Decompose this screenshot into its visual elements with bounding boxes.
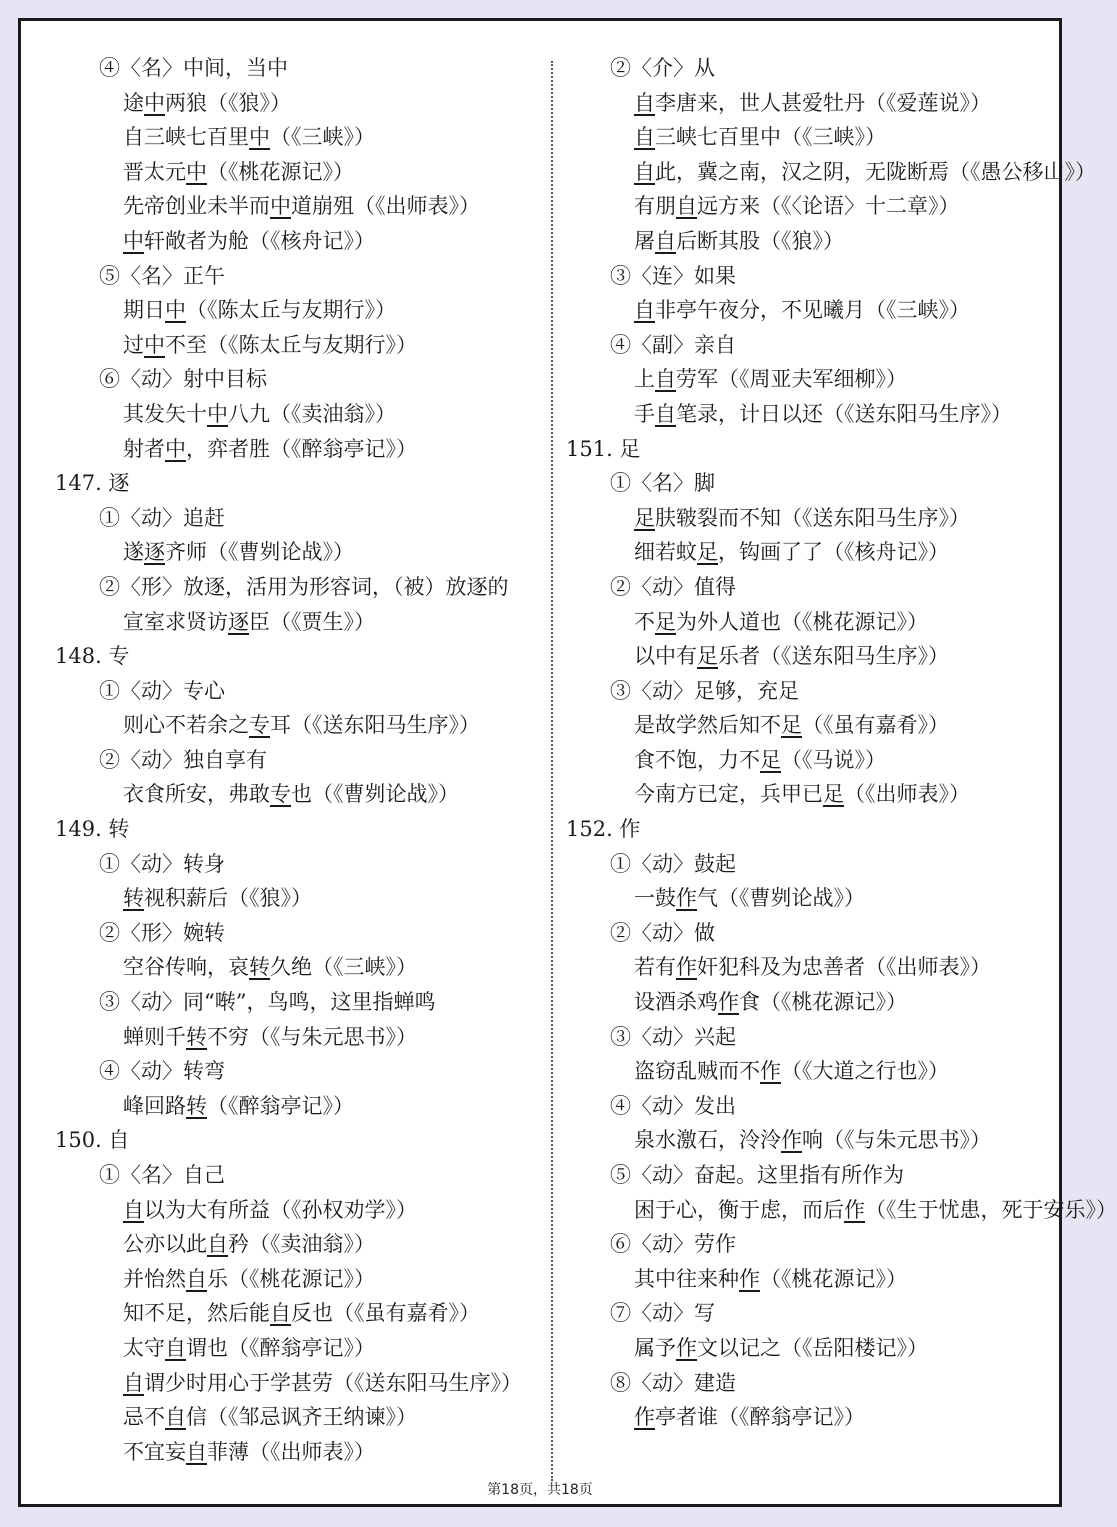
underlined-keyword: 自 xyxy=(270,1301,291,1326)
underlined-keyword: 专 xyxy=(270,782,291,807)
example-text: 有朋 xyxy=(634,194,676,219)
example-text: 盗窃乱贼而不 xyxy=(634,1059,760,1084)
entry-heading: 148. 专 xyxy=(55,644,130,669)
example-text: 笔录，计日以还（《送东阳马生序》） xyxy=(676,401,1012,426)
sense-definition: ②〈形〉放逐，活用为形容词，（被）放逐的 xyxy=(99,574,509,599)
example-line xyxy=(55,777,555,812)
sense-definition: ⑧〈动〉建造 xyxy=(610,1370,736,1395)
example-text: 李唐来，世人甚爱牡丹（《爱莲说》） xyxy=(655,90,991,115)
underlined-keyword: 中 xyxy=(207,401,228,426)
sense-definition: ①〈动〉追赶 xyxy=(99,505,225,530)
example-line xyxy=(566,985,1056,1020)
sense-definition: ③〈连〉如果 xyxy=(610,263,736,288)
sense-definition: ③〈动〉兴起 xyxy=(610,1024,736,1049)
example-line xyxy=(55,605,555,640)
example-line xyxy=(566,743,1056,778)
example-text: 其发矢十 xyxy=(123,401,207,426)
example-line xyxy=(566,535,1056,570)
example-text: （《马说》） xyxy=(781,747,886,772)
underlined-keyword: 作 xyxy=(676,1335,697,1360)
example-text: （《出师表》） xyxy=(844,782,970,807)
sense-definition: ⑥〈动〉劳作 xyxy=(610,1232,736,1257)
example-line xyxy=(55,1331,555,1366)
example-line xyxy=(55,708,555,743)
underlined-keyword: 作 xyxy=(844,1197,865,1222)
sense-definition: ④〈副〉亲自 xyxy=(610,332,736,357)
underlined-keyword: 自 xyxy=(186,1266,207,1291)
example-text: 亭者谁（《醉翁亭记》） xyxy=(655,1405,865,1430)
underlined-keyword: 转 xyxy=(123,886,144,911)
example-text: ，弈者胜（《醉翁亭记》） xyxy=(186,436,417,461)
underlined-keyword: 自 xyxy=(676,194,697,219)
example-line xyxy=(566,501,1056,536)
underlined-keyword: 中 xyxy=(165,436,186,461)
example-line xyxy=(55,1089,555,1124)
underlined-keyword: 作 xyxy=(739,1266,760,1291)
example-text: 遂 xyxy=(123,540,144,565)
example-line xyxy=(566,1331,1056,1366)
underlined-keyword: 自 xyxy=(123,1370,144,1395)
underlined-keyword: 自 xyxy=(634,90,655,115)
underlined-keyword: 自 xyxy=(634,125,655,150)
example-line xyxy=(55,120,555,155)
sense-definition: ②〈动〉值得 xyxy=(610,574,736,599)
example-line xyxy=(566,1123,1056,1158)
underlined-keyword: 足 xyxy=(655,609,676,634)
example-text: 三峡七百里中（《三峡》） xyxy=(655,125,886,150)
example-line xyxy=(566,708,1056,743)
entry-heading: 150. 自 xyxy=(55,1128,130,1153)
example-text: （《桃花源记》） xyxy=(207,159,354,184)
underlined-keyword: 中 xyxy=(123,228,144,253)
underlined-keyword: 自 xyxy=(207,1232,228,1257)
underlined-keyword: 自 xyxy=(634,159,655,184)
example-text: 为外人道也（《桃花源记》） xyxy=(676,609,928,634)
example-text: 肤皲裂而不知（《送东阳马生序》） xyxy=(655,505,970,530)
sense-definition: ③〈动〉足够，充足 xyxy=(610,678,799,703)
document-page xyxy=(18,18,1117,1507)
entry-heading: 147. 逐 xyxy=(55,471,130,496)
example-line xyxy=(55,397,555,432)
underlined-keyword: 逐 xyxy=(228,609,249,634)
example-text: 峰回路 xyxy=(123,1093,186,1118)
underlined-keyword: 自 xyxy=(655,401,676,426)
example-line xyxy=(55,1020,555,1055)
example-text: 期日 xyxy=(123,298,165,323)
underlined-keyword: 自 xyxy=(165,1405,186,1430)
example-text: （《生于忧患，死于安乐》） xyxy=(865,1197,1117,1222)
example-text: 视积薪后（《狼》） xyxy=(144,886,312,911)
underlined-keyword: 作 xyxy=(718,990,739,1015)
example-line xyxy=(566,1054,1056,1089)
underlined-keyword: 逐 xyxy=(144,540,165,565)
example-text: （《陈太丘与友期行》） xyxy=(186,298,396,323)
entry-heading: 152. 作 xyxy=(566,817,641,842)
example-line xyxy=(55,1400,555,1435)
example-text: 公亦以此 xyxy=(123,1232,207,1257)
example-text: 属予 xyxy=(634,1335,676,1360)
example-text: 射者 xyxy=(123,436,165,461)
sense-definition: ④〈动〉发出 xyxy=(610,1093,736,1118)
sense-definition: ①〈名〉自己 xyxy=(99,1163,225,1187)
underlined-keyword: 足 xyxy=(781,713,802,738)
example-line xyxy=(566,362,1056,397)
example-text: ，钩画了了（《核舟记》） xyxy=(718,540,949,565)
example-text: 一鼓 xyxy=(634,886,676,911)
underlined-keyword: 专 xyxy=(249,713,270,738)
example-text: 衣食所安，弗敢 xyxy=(123,782,270,807)
example-text: 屠 xyxy=(634,228,655,253)
sense-definition: ③〈动〉同“啭”，鸟鸣，这里指蝉鸣 xyxy=(99,990,436,1015)
example-text: （《桃花源记》） xyxy=(760,1266,907,1291)
sense-definition: ①〈动〉鼓起 xyxy=(610,851,736,876)
underlined-keyword: 足 xyxy=(697,540,718,565)
underlined-keyword: 足 xyxy=(697,644,718,669)
sense-definition: ②〈形〉婉转 xyxy=(99,920,225,945)
underlined-keyword: 足 xyxy=(634,505,655,530)
example-line xyxy=(55,155,555,190)
example-text: （《虽有嘉肴》） xyxy=(802,713,949,738)
example-text: 非亭午夜分，不见曦月（《三峡》） xyxy=(655,298,970,323)
example-line xyxy=(55,293,555,328)
example-line xyxy=(566,1400,1056,1435)
example-line xyxy=(566,881,1056,916)
example-text: 上 xyxy=(634,367,655,392)
underlined-keyword: 自 xyxy=(655,228,676,253)
example-line xyxy=(566,224,1056,259)
example-text: 远方来（《〈论语〉十二章》） xyxy=(697,194,960,219)
example-line xyxy=(55,1193,555,1228)
example-line xyxy=(55,950,555,985)
example-text: 两狼（《狼》） xyxy=(165,90,291,115)
example-text: 不宜妄 xyxy=(123,1439,186,1464)
example-text: 气（《曹刿论战》） xyxy=(697,886,865,911)
sense-definition: ①〈名〉脚 xyxy=(610,471,715,496)
example-text: 八九（《卖油翁》） xyxy=(228,401,396,426)
underlined-keyword: 自 xyxy=(165,1335,186,1360)
example-text: 则心不若余之 xyxy=(123,713,249,738)
example-text: 也（《曹刿论战》） xyxy=(291,782,459,807)
example-line xyxy=(566,120,1056,155)
entry-heading: 149. 转 xyxy=(55,817,130,842)
underlined-keyword: 作 xyxy=(781,1128,802,1153)
example-text: 是故学然后知不 xyxy=(634,713,781,738)
underlined-keyword: 中 xyxy=(270,194,291,219)
example-line xyxy=(55,535,555,570)
sense-definition: ①〈动〉专心 xyxy=(99,678,225,703)
example-text: 若有 xyxy=(634,955,676,980)
example-text: 反也（《虽有嘉肴》） xyxy=(291,1301,480,1326)
example-text: 轩敞者为舱（《核舟记》） xyxy=(144,228,375,253)
example-text: 此，冀之南，汉之阴，无陇断焉（《愚公移山》） xyxy=(655,159,1096,184)
sense-definition: ⑤〈动〉奋起。这里指有所作为 xyxy=(610,1163,904,1187)
example-text: 文以记之（《岳阳楼记》） xyxy=(697,1335,928,1360)
underlined-keyword: 作 xyxy=(676,886,697,911)
example-line xyxy=(566,189,1056,224)
example-line xyxy=(566,86,1056,121)
underlined-keyword: 转 xyxy=(186,1093,207,1118)
example-line xyxy=(55,1296,555,1331)
sense-definition: ②〈动〉做 xyxy=(610,920,715,945)
example-line xyxy=(55,1227,555,1262)
underlined-keyword: 自 xyxy=(186,1439,207,1464)
example-text: （《大道之行也》） xyxy=(781,1059,949,1084)
left-column xyxy=(55,51,555,1469)
example-text: 泉水激石，泠泠 xyxy=(634,1128,781,1153)
underlined-keyword: 中 xyxy=(186,159,207,184)
example-text: （《醉翁亭记》） xyxy=(207,1093,354,1118)
example-text: 响（《与朱元思书》） xyxy=(802,1128,991,1153)
underlined-keyword: 自 xyxy=(655,367,676,392)
underlined-keyword: 作 xyxy=(634,1405,655,1430)
example-text: 途 xyxy=(123,90,144,115)
example-line xyxy=(566,605,1056,640)
example-text: 知不足，然后能 xyxy=(123,1301,270,1326)
example-line xyxy=(55,1366,555,1401)
example-text: 不穷（《与朱元思书》） xyxy=(207,1024,417,1049)
example-text: 困于心，衡于虑，而后 xyxy=(634,1197,844,1222)
example-text: 忌不 xyxy=(123,1405,165,1430)
sense-definition: ④〈名〉中间，当中 xyxy=(99,56,288,80)
example-line xyxy=(566,397,1056,432)
column-divider xyxy=(551,61,553,1481)
example-text: 蝉则千 xyxy=(123,1024,186,1049)
example-text: 空谷传响，哀 xyxy=(123,955,249,980)
example-line xyxy=(55,881,555,916)
example-text: 太守 xyxy=(123,1335,165,1360)
example-text: 不至（《陈太丘与友期行》） xyxy=(165,332,417,357)
example-text: 晋太元 xyxy=(123,159,186,184)
example-text: 谓也（《醉翁亭记》） xyxy=(186,1335,375,1360)
example-text: 耳（《送东阳马生序》） xyxy=(270,713,480,738)
example-text: 过 xyxy=(123,332,144,357)
example-text: 先帝创业未半而 xyxy=(123,194,270,219)
entry-heading: 151. 足 xyxy=(566,436,641,461)
underlined-keyword: 自 xyxy=(123,1197,144,1222)
example-text: 后断其股（《狼》） xyxy=(676,228,844,253)
example-text: 乐者（《送东阳马生序》） xyxy=(718,644,949,669)
example-text: 今南方已定，兵甲已 xyxy=(634,782,823,807)
example-line xyxy=(55,189,555,224)
example-text: 手 xyxy=(634,401,655,426)
example-text: 道崩殂（《出师表》） xyxy=(291,194,480,219)
underlined-keyword: 中 xyxy=(249,125,270,150)
sense-definition: ②〈动〉独自享有 xyxy=(99,747,267,772)
example-text: 菲薄（《出师表》） xyxy=(207,1439,375,1464)
example-text: 乐（《桃花源记》） xyxy=(207,1266,375,1291)
underlined-keyword: 足 xyxy=(760,747,781,772)
sense-definition: ②〈介〉从 xyxy=(610,56,715,80)
underlined-keyword: 中 xyxy=(165,298,186,323)
example-line xyxy=(566,1193,1117,1228)
example-text: 宣室求贤访 xyxy=(123,609,228,634)
example-line xyxy=(566,639,1056,674)
example-text: 并怡然 xyxy=(123,1266,186,1291)
example-line xyxy=(55,86,555,121)
underlined-keyword: 转 xyxy=(249,955,270,980)
underlined-keyword: 中 xyxy=(144,90,165,115)
example-text: 齐师（《曹刿论战》） xyxy=(165,540,354,565)
underlined-keyword: 转 xyxy=(186,1024,207,1049)
example-line xyxy=(55,432,555,467)
example-line xyxy=(566,950,1056,985)
example-text: 臣（《贾生》） xyxy=(249,609,375,634)
example-text: 久绝（《三峡》） xyxy=(270,955,417,980)
example-text: 以中有 xyxy=(634,644,697,669)
underlined-keyword: 作 xyxy=(676,955,697,980)
example-line xyxy=(566,155,1096,190)
example-line xyxy=(566,1262,1056,1297)
example-line xyxy=(55,1262,555,1297)
example-text: 谓少时用心于学甚劳（《送东阳马生序》） xyxy=(144,1370,522,1395)
example-line xyxy=(566,777,1056,812)
underlined-keyword: 中 xyxy=(144,332,165,357)
underlined-keyword: 作 xyxy=(760,1059,781,1084)
sense-definition: ⑦〈动〉写 xyxy=(610,1301,715,1326)
underlined-keyword: 足 xyxy=(823,782,844,807)
sense-definition: ①〈动〉转身 xyxy=(99,851,225,876)
example-text: 以为大有所益（《孙权劝学》） xyxy=(144,1197,417,1222)
example-text: 食（《桃花源记》） xyxy=(739,990,907,1015)
example-text: 其中往来种 xyxy=(634,1266,739,1291)
page-footer: 第18页，共18页 xyxy=(487,1482,593,1498)
example-text: 劳军（《周亚夫军细柳》） xyxy=(676,367,907,392)
example-text: 自三峡七百里 xyxy=(123,125,249,150)
sense-definition: ④〈动〉转弯 xyxy=(99,1059,225,1084)
example-line xyxy=(566,293,1056,328)
example-line xyxy=(55,1435,555,1470)
example-line xyxy=(55,224,555,259)
sense-definition: ⑥〈动〉射中目标 xyxy=(99,367,267,392)
example-text: 细若蚊 xyxy=(634,540,697,565)
example-text: 矜（《卖油翁》） xyxy=(228,1232,375,1257)
sense-definition: ⑤〈名〉正午 xyxy=(99,263,225,288)
example-text: （《三峡》） xyxy=(270,125,375,150)
example-text: 食不饱，力不 xyxy=(634,747,760,772)
example-text: 奸犯科及为忠善者（《出师表》） xyxy=(697,955,991,980)
underlined-keyword: 自 xyxy=(634,298,655,323)
example-text: 不 xyxy=(634,609,655,634)
example-text: 信（《邹忌讽齐王纳谏》） xyxy=(186,1405,417,1430)
example-line xyxy=(55,328,555,363)
example-text: 设酒杀鸡 xyxy=(634,990,718,1015)
right-column xyxy=(566,51,1117,1435)
